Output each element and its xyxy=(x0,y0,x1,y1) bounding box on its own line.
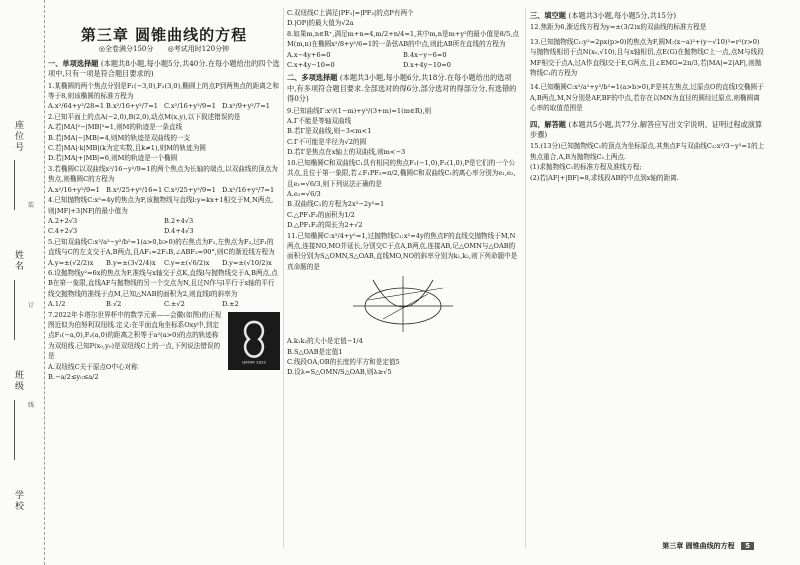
option: D.△PF₁F₂的周长为2+√2 xyxy=(287,221,363,230)
binding-margin xyxy=(0,0,45,565)
option: B.若|MA|−|MB|=4,则M的轨迹是双曲线的一支 xyxy=(48,133,191,142)
binding-mark: 装 xyxy=(28,202,35,209)
page-number: 5 xyxy=(741,542,754,550)
section-title: 一、单项选择题 xyxy=(48,58,99,68)
logo-text: QATAR 2022 xyxy=(242,359,266,365)
option: C.双纽线C上满足|PF₁|=|PF₂|的点P有两个 xyxy=(287,9,414,17)
option: A.e₂=√6/3 xyxy=(287,189,321,198)
section-note: (本题共3小题,每小题5分,共15分) xyxy=(568,11,677,20)
options xyxy=(287,189,519,231)
option: A.2+2√3 xyxy=(48,216,78,225)
question-9: 9.已知曲线Γ:x²/(1−m)+y²/(3+m)=1(m∈R),则 xyxy=(287,106,432,115)
question-13: 13.已知抛物线C₁:y²=2px(p>0)的焦点为F,圆M:(x−a)²+(y−√10)²=r²(r>0)与抛物线相切于点N(x₀,√10),且与x轴相切,点E(G)在抛物线C上一点,点M与线段MF相交于点A,过A作直线l交于E,G两点,且∠EMG=2π/3,若|MA|=2|AF|,则抛物线C₁的方程为 xyxy=(530,37,764,78)
option: A.y=±(√2/2)x xyxy=(48,258,94,267)
option: C.±√2 xyxy=(164,300,185,309)
options xyxy=(48,299,280,309)
option: C.x²/16+y²/9=1 xyxy=(164,102,216,111)
option: A.x²/16+y²/9=1 xyxy=(48,185,100,194)
question-2: 2.已知平面上的点A(−2,0),B(2,0),动点M(x,y),以下叙述错误的是 xyxy=(48,112,241,121)
options xyxy=(287,50,519,71)
option: A.Γ不能是等轴双曲线 xyxy=(287,117,352,126)
question-8: 8.如果m,n∈R⁺,满足m+n=4,m/2+n/4=1,其中m,n是m+y²的最小值是8/5,点M(m,n)在椭圆x²/8+y²/6=1的一条弦AB的中点,则此AB所在直线的方程为 xyxy=(287,29,519,49)
class-label: 班级 xyxy=(13,370,23,392)
option: B.若Γ是双曲线,则−3<m<1 xyxy=(287,127,372,136)
option: A.x−4y+6=0 xyxy=(287,50,331,59)
question-3: 3.若椭圆C以双曲线x²/16−y²/9=1的两个焦点为长轴的端点,以双曲线的顶点为焦点,则椭圆C的方程为 xyxy=(48,164,278,184)
option: A.1/2 xyxy=(48,300,66,309)
option: D.|OP|的最大值为√2a xyxy=(287,19,354,28)
option: A.若|MA|²−|MB|²=1,则M的轨迹是一条直线 xyxy=(48,123,183,132)
class-line xyxy=(14,400,16,460)
name-label: 姓名 xyxy=(13,250,23,272)
question-1: 1.某椭圆的两个焦点分别是F₁(−3,0),F₂(3,0),椭圆上的点P到两焦点的距离之和等于8,则该椭圆的标准方程为 xyxy=(48,81,279,101)
option: A.双纽线C关于原点O中心对称 xyxy=(48,362,138,371)
option: B.y=±(3√2/4)x xyxy=(106,258,156,267)
section-note: (本题共3小题,每小题6分,共18分.在每小题给出的选项中,有多项符合题目要求.全部选对的得6分,部分选对的得部分分,有选错的得0分) xyxy=(287,73,517,104)
question-11: 11.已知椭圆C:x²/4+y²=1,过抛物线C₁:x²=4y的焦点F的直线交抛物线于M,N两点,连接NO,MO并延长,分别交C于点A,B两点,连接AB,记△OMN与△OAB的面积分别为S△OMN,S△OAB,直线MO,NO的斜率分别为k₁,k₂,则下列命题中是真命题的是 xyxy=(287,231,518,271)
question-4: 4.已知抛物线C:x²=4y的焦点为F,该抛物线与直线l:y=kx+1相交于M,N两点,则|MF|+3|NF|的最小值为 xyxy=(48,196,274,215)
option: D.设λ=S△OMN/S△OAB,则λ≥√5 xyxy=(287,368,392,377)
column-divider xyxy=(525,8,526,548)
option: D.x+4y−10=0 xyxy=(403,61,451,70)
question-15-part-1: (1)求抛物线C₁的标准方程及准线方程; xyxy=(530,163,642,172)
option: D.y=±(√10/2)x xyxy=(222,258,272,267)
section-heading xyxy=(48,59,280,80)
ellipse-figure xyxy=(348,274,458,334)
option: D.±2 xyxy=(222,300,239,309)
binding-mark: 订 xyxy=(28,302,35,309)
option: C.4+2√3 xyxy=(48,227,78,236)
options xyxy=(48,101,280,111)
option: C.△PF₁F₂的面积为1/2 xyxy=(287,210,355,219)
column-left xyxy=(48,8,280,382)
exam-time: ◎考试用时120分钟 xyxy=(167,45,230,54)
section-note: (本题共8小题,每小题5分,共40分.在每小题给出的四个选项中,只有一项是符合题目要求的) xyxy=(48,58,280,79)
question-15: 15.(13分)已知抛物线C₁的顶点为坐标原点,其焦点F与双曲线C₂:x²/3−y²=1的上焦点重合,A,B为抛物线C₁上两点. xyxy=(530,142,765,161)
column-right xyxy=(530,8,765,183)
footer-chapter: 第三章 圆锥曲线的方程 xyxy=(662,542,735,550)
option: B.√2 xyxy=(106,300,122,309)
question-5: 5.已知双曲线C:x²/a²−y²/b²=1(a>0,b>0)的右焦点为F₁,左焦点为F₂,过F₁的直线与C的左支交于A,B两点,且AF₁=2F₁B,∠ABF₂=90°,则C的渐近线方程为 xyxy=(48,237,275,257)
section-heading xyxy=(530,11,765,21)
binding-mark: 线 xyxy=(28,402,35,409)
option: C.Γ不可能是半径为√2的圆 xyxy=(287,137,367,146)
section-title: 二、多项选择题 xyxy=(287,73,338,83)
question-6: 6.设抛物线y²=6x的焦点为F,准线与x轴交于点K,直线l与抛物线交于A,B两点,点B在第一象限,直线AF与抛物线的另一个交点为N,且过N作与l平行于x轴的平行线交抛物线的准线于点M,已知△NAB的面积为2,则直线l的斜率为 xyxy=(48,268,278,298)
question-7: 7.2022年卡塔尔世界杯中的数学元素——会徽(如图)的正视图近似为伯努利双纽线.定义:在平面直角坐标系Oxy中,到定点F₁(−a,0),F₂(a,0)的距离之积等于a²(a>0)的点的轨迹称为双纽线.已知P(x₀,y₀)是双纽线C上的一点,下列说法错误的是 xyxy=(48,310,222,361)
options xyxy=(48,258,280,268)
section-heading xyxy=(530,120,765,141)
name-line xyxy=(14,280,16,340)
seat-line xyxy=(14,160,16,210)
section-title: 四、解答题 xyxy=(530,119,566,129)
options xyxy=(48,216,280,237)
option: D.若Γ是焦点在x轴上的双曲线,则m<−3 xyxy=(287,148,406,157)
options xyxy=(48,185,280,195)
option: B.x²/25+y²/16=1 xyxy=(106,185,163,194)
option: B.x²/16+y²/7=1 xyxy=(106,102,158,111)
chapter-title: 第三章 圆锥曲线的方程 xyxy=(80,26,248,44)
option: A.x²/64+y²/28=1 xyxy=(48,102,105,111)
option: B.−a/2≤y₀≤a/2 xyxy=(48,373,99,381)
question-12: 12.焦距为6,渐近线方程为y=±(3/2)x的双曲线的标准方程是 xyxy=(530,23,707,32)
option: B.S△OAB是定值1 xyxy=(287,347,343,356)
options xyxy=(48,362,224,383)
full-score: ◎全卷满分150分 xyxy=(98,45,154,54)
option: C.若|MA|·k|MB|(k为定实数,且k≠1),则M的轨迹为圆 xyxy=(48,144,206,153)
option: B.2+4√3 xyxy=(164,216,194,225)
option: D.4+4√3 xyxy=(164,227,194,236)
school-label: 学校 xyxy=(13,490,23,512)
section-title: 三、填空题 xyxy=(530,11,566,20)
option: D.若|MA|+|MB|=6,则M的轨迹是一个椭圆 xyxy=(48,154,178,163)
question-10: 10.已知椭圆C和双曲线C₁具有相同的焦点F₁(−1,0),F₂(1,0),P是它们的一个公共点,且位于第一象限,若∠F₁PF₂=π/2,椭圆C和双曲线C₁的离心率分别为e₁,e₂,且e₁=√6/3,则下列说法正确的是 xyxy=(287,158,516,188)
option: A.k₁k₂的大小是定值−1/4 xyxy=(287,337,363,346)
section-heading xyxy=(287,73,519,104)
page-footer xyxy=(662,541,754,551)
option: D.x²/9+y²/7=1 xyxy=(222,102,270,111)
option: C.线段OA,OB的长度的平方和是定值5 xyxy=(287,357,400,366)
option: D.x²/16+y²/7=1 xyxy=(222,185,275,194)
option: C.x+4y−10=0 xyxy=(287,61,335,70)
options xyxy=(287,336,519,378)
question-15-part-2: (2)若|AF|+|BF|=8,求线段AB的中点到x轴的距离. xyxy=(530,173,679,182)
world-cup-logo xyxy=(228,312,280,370)
option: B.4x−y−6=0 xyxy=(403,50,447,59)
score-info xyxy=(48,44,280,54)
option: C.y=±(√6/2)x xyxy=(164,258,210,267)
section-note: (本题共5小题,共77分.解答应写出文字说明、证明过程或演算步骤) xyxy=(530,119,763,140)
column-middle xyxy=(287,8,519,378)
seat-label: 座位号 xyxy=(13,120,23,153)
option: B.双曲线C₁的方程为2x²−2y²=1 xyxy=(287,200,385,209)
question-14: 14.已知椭圆C:x²/a²+y²/b²=1(a>b>0),F是其左焦点,过原点O的直线l交椭圆于A,B两点,M,N分别是AF,BF的中点,若存在以MN为直径的圆经过原点,则椭圆离心率的取值范围是 xyxy=(530,83,764,113)
column-divider xyxy=(283,8,284,548)
option: C.x²/25+y²/9=1 xyxy=(164,185,216,194)
options xyxy=(48,122,280,164)
options xyxy=(287,116,519,158)
